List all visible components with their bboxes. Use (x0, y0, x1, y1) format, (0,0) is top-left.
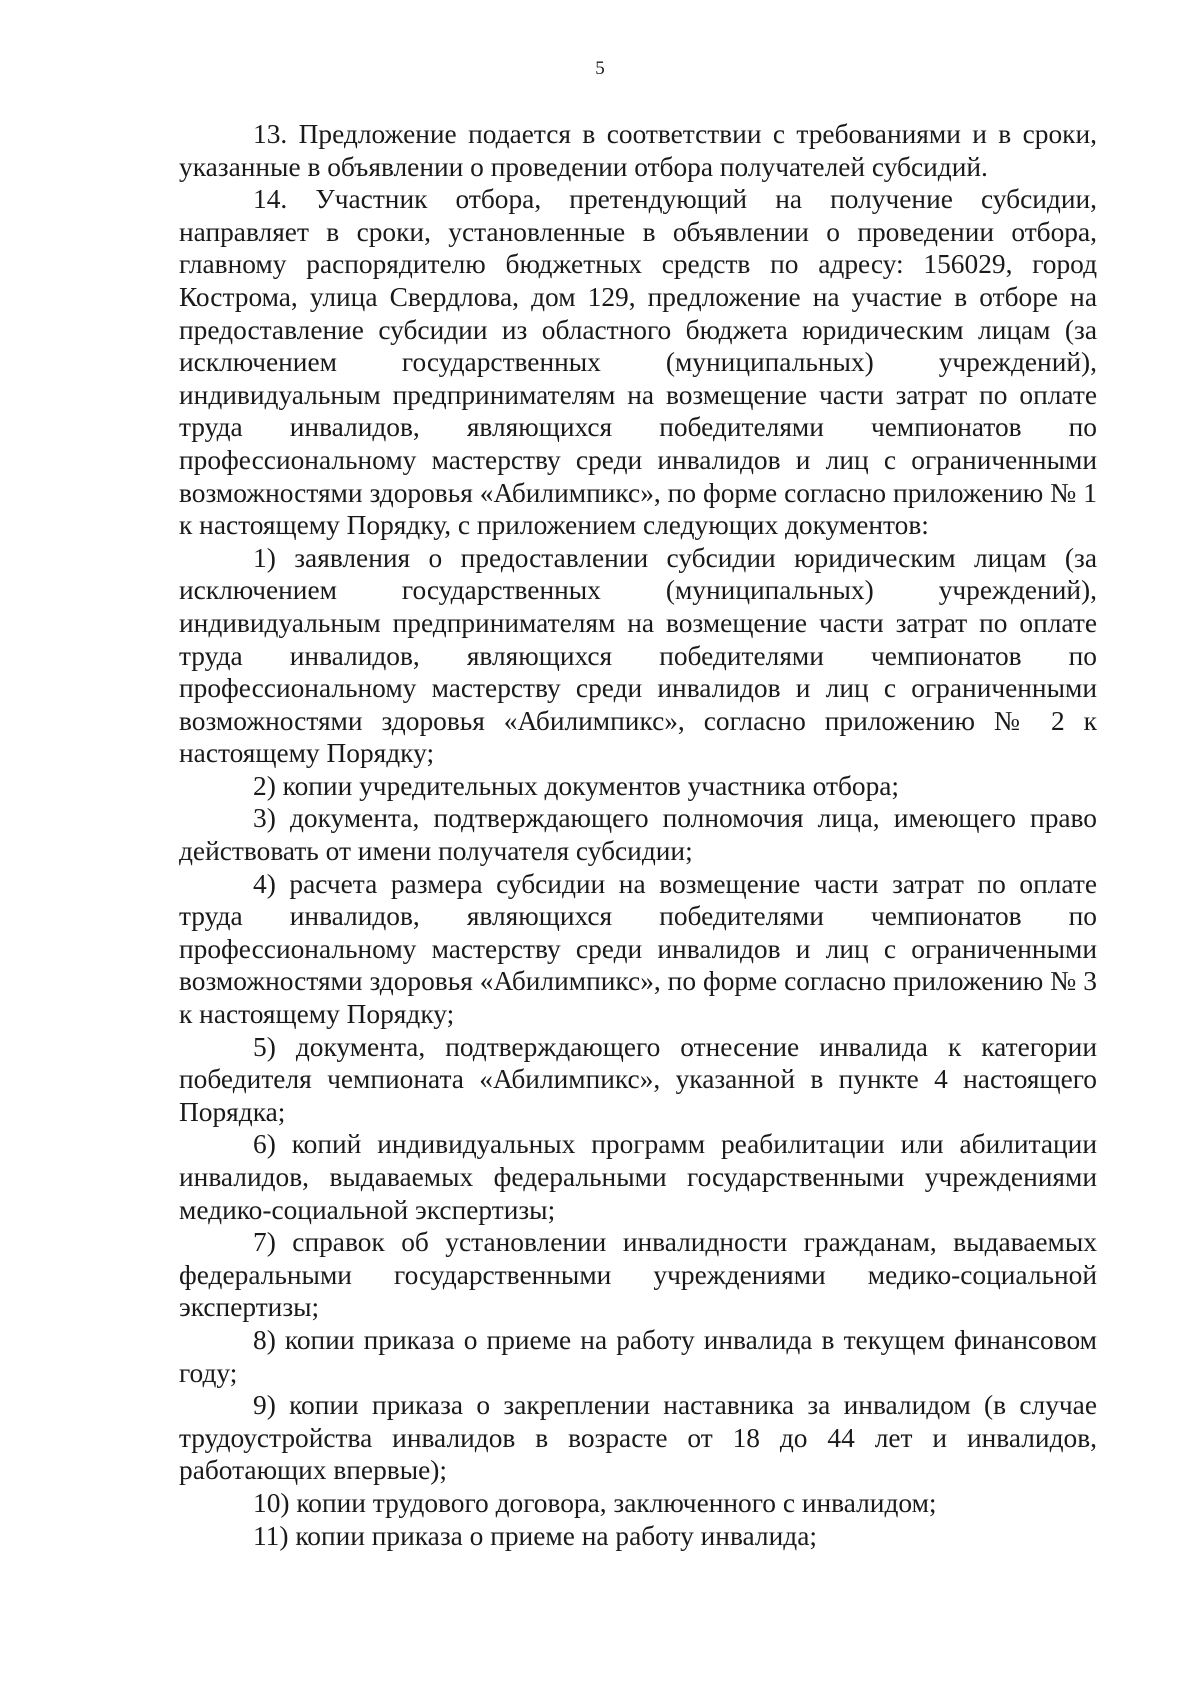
list-item-11: 11) копии приказа о приеме на работу инвалида; (253, 1520, 817, 1551)
page-number: 5 (595, 58, 605, 79)
list-item-2: 2) копии учредительных документов участника отбора; (253, 770, 900, 801)
list-item-4: 4) расчета размера субсидии на возмещение части затрат по оплате труда инвалидов, являющихся победителями чемпионатов по профессиональному мастерству среди инвалидов и лиц с ограниченными возможностями здоровья «Абилимпикс», по форме согласно приложению № 3 к настоящему Порядку; (179, 868, 1097, 1030)
paragraph-13: 13. Предложение подается в соответствии с требованиями и в сроки, указанные в объявлении о проведении отбора получателей субсидий. (179, 119, 1097, 182)
list-item-6: 6) копий индивидуальных программ реабилитации или абилитации инвалидов, выдаваемых федеральными государственными учреждениями медико-социальной экспертизы; (179, 1129, 1097, 1225)
list-item-7: 7) справок об установлении инвалидности гражданам, выдаваемых федеральными государственными учреждениями медико-социальной экспертизы; (179, 1227, 1097, 1323)
list-item-5: 5) документа, подтверждающего отнесение инвалида к категории победителя чемпионата «Абилимпикс», указанной в пункте 4 настоящего Порядка; (179, 1031, 1097, 1127)
list-item-9: 9) копии приказа о закреплении наставника за инвалидом (в случае трудоустройства инвалидов в возрасте от 18 до 44 лет и инвалидов, работающих впервые); (179, 1390, 1097, 1486)
list-item-10: 10) копии трудового договора, заключенного с инвалидом; (253, 1487, 937, 1518)
list-item-1: 1) заявления о предоставлении субсидии юридическим лицам (за исключением государственных (муниципальных) учреждений), индивидуальным предпринимателям на возмещение части затрат по оплате труда инвалидов, являющихся победителями чемпионатов по профессиональному мастерству среди инвалидов и лиц с ограниченными возможностями здоровья «Абилимпикс», согласно приложению № 2 к настоящему Порядку; (179, 542, 1097, 769)
list-item-3: 3) документа, подтверждающего полномочия лица, имеющего право действовать от имени получателя субсидии; (179, 803, 1097, 867)
paragraph-14: 14. Участник отбора, претендующий на получение субсидии, направляет в сроки, установленные в объявлении о проведении отбора, главному распорядителю бюджетных средств по адресу: 156029, город Кострома, улица Свердлова, дом 129, предложение на участие в отборе на предоставление субсидии из областного бюджета юридическим лицам (за исключением государственных (муниципальных) учреждений), индивидуальным предпринимателям на возмещение части затрат по оплате труда инвалидов, являющихся победителями чемпионатов по профессиональному мастерству среди инвалидов и лиц с ограниченными возможностями здоровья «Абилимпикс», по форме согласно приложению № 1 к настоящему Порядку, с приложением следующих документов: (179, 184, 1097, 541)
list-item-8: 8) копии приказа о приеме на работу инвалида в текущем финансовом году; (179, 1324, 1097, 1388)
document-body (179, 118, 1097, 1552)
